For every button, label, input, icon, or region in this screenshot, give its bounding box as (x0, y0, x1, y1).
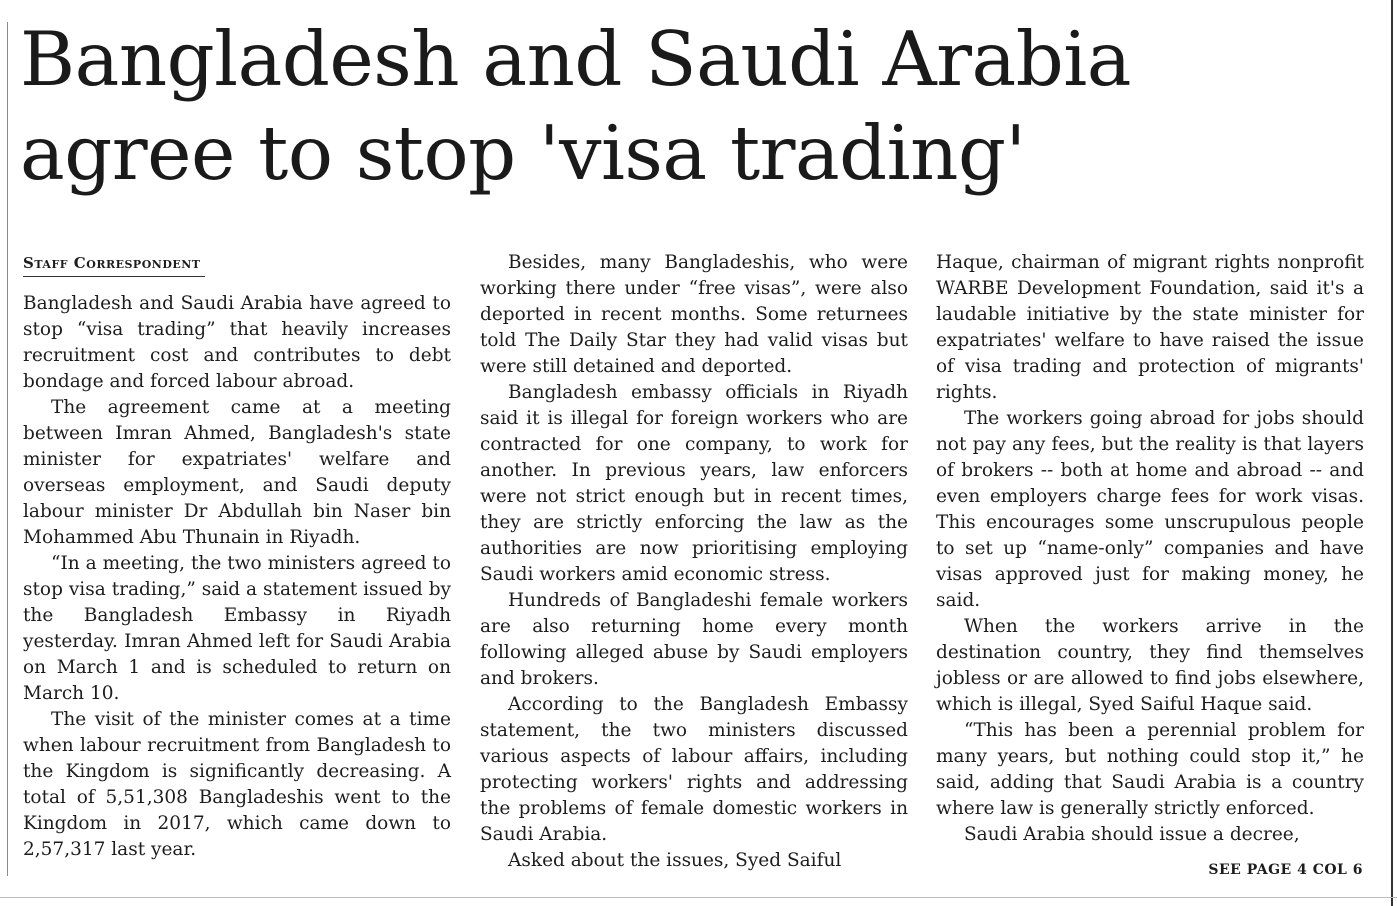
headline-line-1: Bangladesh and Saudi Arabia (20, 15, 1131, 103)
article-column-2 (480, 250, 908, 874)
paragraph: Haque, chairman of migrant rights nonprofit WARBE Development Foundation, said it's a laudable initiative by the state minister for expatriates' welfare to have raised the issue of visa trading and protection of migrants' rights. (936, 252, 1364, 403)
paragraph: The visit of the minister comes at a time when labour recruitment from Bangladesh to the Kingdom is significantly decreasing. A total of 5,51,308 Bangladeshis went to the Kingdom in 2017, which came down to 2,57,317 last year. (23, 709, 451, 860)
paragraph: Hundreds of Bangladeshi female workers are also returning home every month following alleged abuse by Saudi employers and brokers. (480, 590, 908, 689)
article-column-3 (936, 250, 1364, 848)
paragraph: Asked about the issues, Syed Saiful (508, 850, 842, 871)
continuation-jump: SEE PAGE 4 COL 6 (1208, 862, 1363, 878)
paragraph: Bangladesh and Saudi Arabia have agreed to stop “visa trading” that heavily increases recruitment cost and contributes to debt bondage and forced labour abroad. (23, 293, 451, 392)
paragraph: Besides, many Bangladeshis, who were working there under “free visas”, were also deported in recent months. Some returnees told The Daily Star they had valid visas but were still detained and deported. (480, 252, 908, 377)
paragraph: Bangladesh embassy officials in Riyadh said it is illegal for foreign workers who are contracted for one company, to work for another. In previous years, law enforcers were not strict enough but in recent times, they are strictly enforcing the law as the authorities are now prioritising employing Saudi workers amid economic stress. (480, 382, 908, 585)
byline: Staff Correspondent (23, 250, 205, 277)
bottom-rule (0, 897, 1397, 898)
paragraph: “In a meeting, the two ministers agreed to stop visa trading,” said a statement issued by the Bangladesh Embassy in Riyadh yesterday. Imran Ahmed left for Saudi Arabia on March 1 and is scheduled to return on March 10. (23, 553, 451, 704)
paragraph: Saudi Arabia should issue a decree, (964, 824, 1300, 845)
column-rule-left (7, 22, 8, 876)
headline (20, 12, 1131, 200)
headline-line-2: agree to stop 'visa trading' (20, 109, 1026, 197)
page-edge-rule (1391, 0, 1393, 906)
paragraph: According to the Bangladesh Embassy statement, the two ministers discussed various aspects of labour affairs, including protecting workers' rights and addressing the problems of female domestic workers in Saudi Arabia. (480, 694, 908, 845)
article-column-1 (23, 250, 451, 863)
paragraph: The agreement came at a meeting between Imran Ahmed, Bangladesh's state minister for expatriates' welfare and overseas employment, and Saudi deputy labour minister Dr Abdullah bin Naser bin Mohammed Abu Thunain in Riyadh. (23, 397, 451, 548)
paragraph: When the workers arrive in the destination country, they find themselves jobless or are allowed to find jobs elsewhere, which is illegal, Syed Saiful Haque said. (936, 616, 1364, 715)
paragraph: The workers going abroad for jobs should not pay any fees, but the reality is that layers of brokers -- both at home and abroad -- and even employers charge fees for work visas. This encourages some unscrupulous people to set up “name-only” companies and have visas approved just for making money, he said. (936, 408, 1364, 611)
paragraph: “This has been a perennial problem for many years, but nothing could stop it,” he said, adding that Saudi Arabia is a country where law is generally strictly enforced. (936, 720, 1364, 819)
